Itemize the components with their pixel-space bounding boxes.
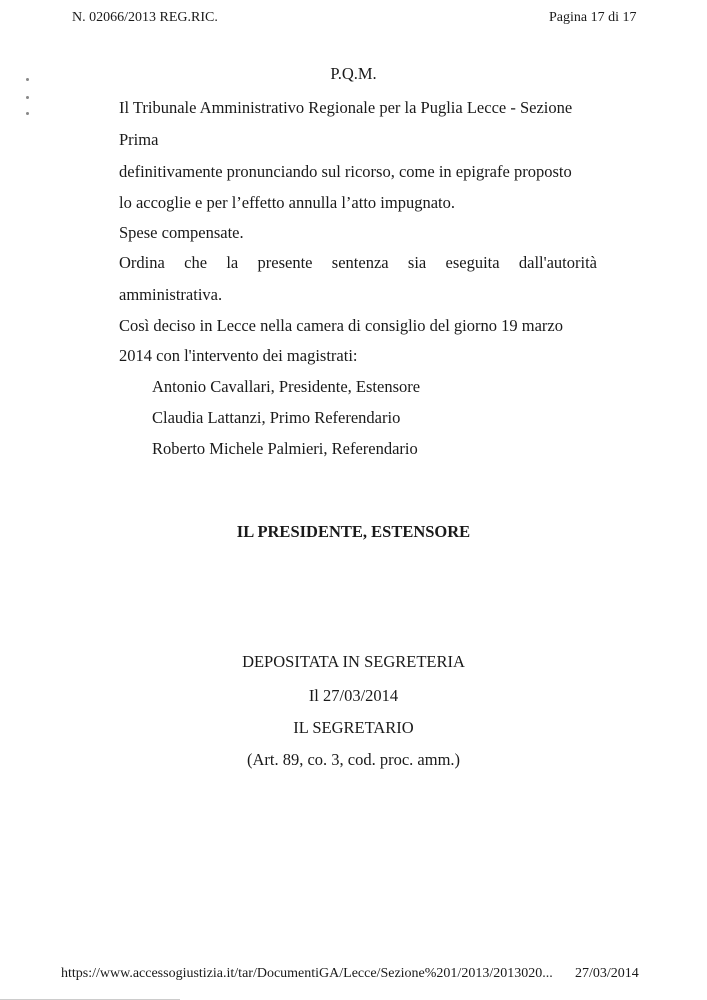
- margin-mark: [26, 112, 29, 115]
- page-number: Pagina 17 di 17: [549, 10, 637, 25]
- body-line: definitivamente pronunciando sul ricorso, come in epigrafe proposto: [119, 162, 572, 181]
- body-line: Prima: [119, 130, 159, 149]
- deposit-date: Il 27/03/2014: [308, 686, 399, 705]
- magistrate-line: Roberto Michele Palmieri, Referendario: [152, 439, 418, 458]
- article-reference: (Art. 89, co. 3, cod. proc. amm.): [246, 750, 461, 769]
- deposit-heading: DEPOSITATA IN SEGRETERIA: [242, 652, 465, 671]
- pqm-title: P.Q.M.: [330, 64, 377, 83]
- secretary-heading: IL SEGRETARIO: [293, 718, 414, 737]
- body-line: amministrativa.: [119, 285, 223, 304]
- signature-heading: IL PRESIDENTE, ESTENSORE: [236, 522, 471, 541]
- case-reference: N. 02066/2013 REG.RIC.: [72, 10, 218, 25]
- magistrate-line: Claudia Lattanzi, Primo Referendario: [152, 408, 401, 427]
- body-line: Così deciso in Lecce nella camera di consiglio del giorno 19 marzo: [119, 316, 563, 335]
- body-line: 2014 con l'intervento dei magistrati:: [119, 346, 358, 365]
- margin-mark: [26, 96, 29, 99]
- body-line: Il Tribunale Amministrativo Regionale per la Puglia Lecce - Sezione: [119, 98, 573, 117]
- body-line: Spese compensate.: [119, 223, 244, 242]
- footer-date: 27/03/2014: [575, 966, 639, 981]
- footer-url: https://www.accessogiustizia.it/tar/DocumentiGA/Lecce/Sezione%201/2013/2013020...: [61, 966, 553, 981]
- body-line: lo accoglie e per l’effetto annulla l’atto impugnato.: [119, 193, 455, 212]
- magistrate-line: Antonio Cavallari, Presidente, Estensore: [152, 377, 421, 396]
- body-line: Ordina che la presente sentenza sia eseguita dall'autorità: [119, 253, 597, 272]
